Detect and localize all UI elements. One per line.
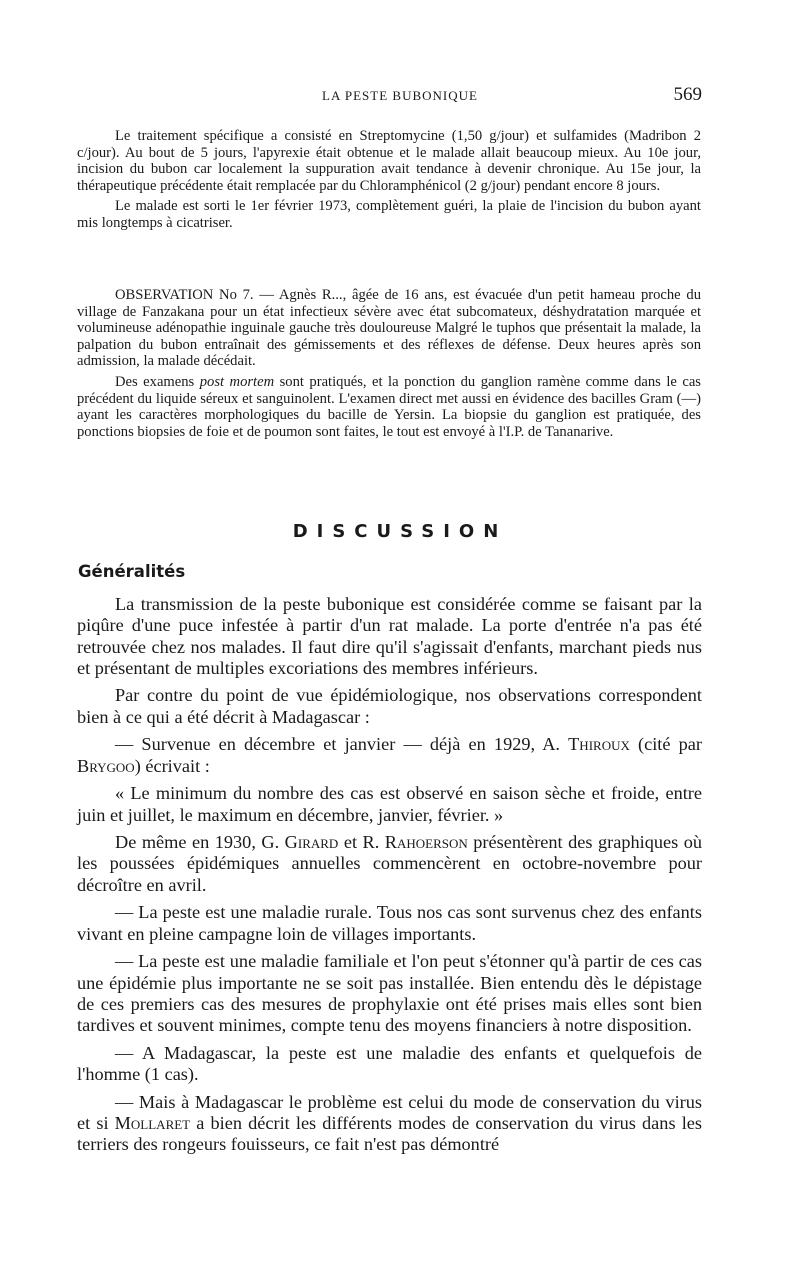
paragraph: — La peste est une maladie rurale. Tous nos cas sont survenus chez des enfants vivant en pleine campagne loin de villages importants. — [77, 902, 702, 944]
quotation: « Le minimum du nombre des cas est observé en saison sèche et froide, entre juin et juillet, le maximum en décembre, janvier, février. » — [77, 783, 702, 825]
author-name: Rahoerson — [384, 832, 468, 853]
case-treatment-block — [77, 128, 701, 236]
running-title: LA PESTE BUBONIQUE — [322, 88, 478, 103]
paragraph: De même en 1930, G. Girard et R. Rahoerson présentèrent des graphiques où les poussées épidémiques annuelles commencèrent en octobre-novembre pour décroître en avril. — [77, 832, 702, 895]
paragraph: — La peste est une maladie familiale et l'on peut s'étonner qu'à partir de ces cas une épidémie plus importante ne se soit pas installée. Bien entendu dès le dépistage de ces premiers cas des mesures de prophylaxie ont été prises mais elles sont bien tardives et souvent minimes, compte tenu des moyens financiers à notre disposition. — [77, 951, 702, 1036]
paragraph: Par contre du point de vue épidémiologique, nos observations correspondent bien à ce qui a été décrit à Madagascar : — [77, 685, 702, 727]
section-heading: DISCUSSION — [292, 521, 508, 542]
page-number: 569 — [673, 84, 702, 105]
observation-block — [77, 287, 701, 444]
paragraph: La transmission de la peste bubonique est considérée comme se faisant par la piqûre d'une puce infestée à partir d'un rat malade. La porte d'entrée n'a pas été retrouvée chez nos malades. Il faut dire qu'il s'agissait d'enfants, marchant pieds nus et présentant de multiples excoriations des membres inférieurs. — [77, 594, 702, 678]
observation-paragraph: OBSERVATION No 7. — Agnès R..., âgée de 16 ans, est évacuée d'un petit hameau proche du village de Fanzakana pour un état infectieux sévère avec état subcomateux, déshydratation marquée et volumineuse adénopathie inguinale gauche très douloureuse Malgré le tuphos que présentait la malade, la palpation du bubon entraînait des gémissements et des réflexes de défense. Deux heures après son admission, la malade décédait. — [77, 287, 701, 370]
author-name: Mollaret — [114, 1112, 191, 1133]
paragraph: — Survenue en décembre et janvier — déjà en 1929, A. Thiroux (cité par Brygoo) écrivait : — [77, 734, 702, 776]
author-name: Brygoo — [77, 755, 135, 776]
paragraph: — Mais à Madagascar le problème est celui du mode de conservation du virus et si Mollaret a bien décrit les différents modes de conservation du virus dans les terriers des rongeurs fouisseurs, ce fait n'est pas démontré — [77, 1091, 702, 1155]
paragraph: Le malade est sorti le 1er février 1973, complètement guéri, la plaie de l'incision du bubon ayant mis longtemps à cicatriser. — [77, 198, 701, 231]
author-name: Girard — [284, 832, 339, 853]
paragraph: Des examens post mortem sont pratiqués, et la ponction du ganglion ramène comme dans le cas précédent du liquide séreux et sanguinolent. L'examen direct met aussi en évidence des bacilles Gram (—) ayant les caractères morphologiques du bacille de Yersin. La biopsie du ganglion est pratiquée, des ponctions biopsies de foie et de poumon sont faites, le tout est envoyé à l'I.P. de Tananarive. — [77, 373, 701, 440]
paragraph: — A Madagascar, la peste est une maladie des enfants et quelquefois de l'homme (1 cas). — [77, 1042, 702, 1085]
author-name: Thiroux — [568, 734, 630, 755]
paragraph: Le traitement spécifique a consisté en Streptomycine (1,50 g/jour) et sulfamides (Madribon 2 c/jour). Au bout de 5 jours, l'apyrexie était obtenue et le malade allait beaucoup mieux. Au 10e jour, incision du bubon car localement la suppuration avait tendance à devenir chronique. Au 15e jour, la thérapeutique précédente était remplacée par du Chloramphénicol (2 g/jour) pendant encore 8 jours. — [77, 128, 701, 194]
italic-term: post mortem — [199, 373, 275, 390]
subsection-heading: Généralités — [78, 562, 186, 581]
discussion-body — [77, 594, 702, 1162]
